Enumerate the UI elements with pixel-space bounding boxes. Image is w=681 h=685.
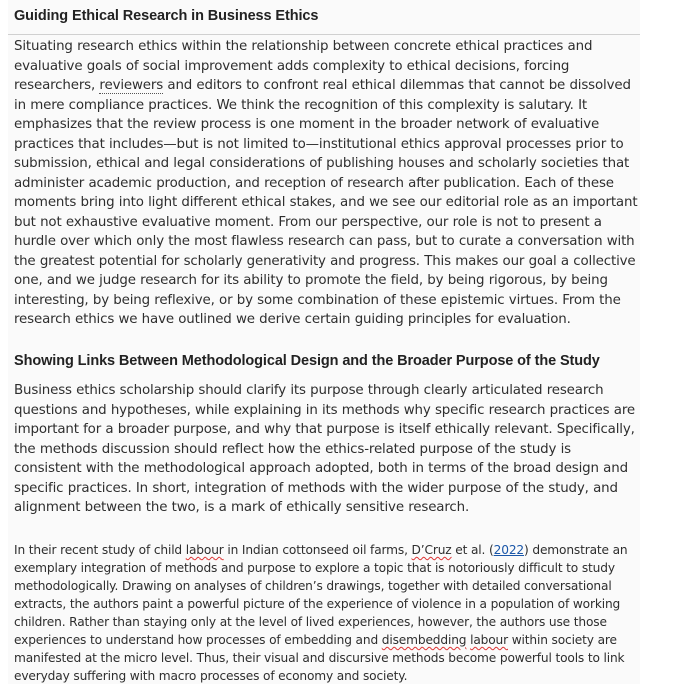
paragraph-text: Situating research ethics within the relationship between concrete ethical practices and evaluative goals of social improvement adds complexity to ethical decisions, forcing researchers, bbox=[14, 39, 593, 93]
paragraph-child-labour-study bbox=[14, 541, 639, 685]
spellcheck-word-labour[interactable]: labour bbox=[185, 543, 224, 557]
paragraph-text: In their recent study of child bbox=[14, 543, 186, 557]
section-heading-methodological-design: Showing Links Between Methodological Design and the Broader Purpose of the Study bbox=[14, 353, 600, 369]
document-page bbox=[8, 0, 640, 684]
paragraph-text: within society are manifested at the micro level. Thus, their visual and discursive methods become powerful tools to link everyday suffering with macro processes of economy and society. bbox=[14, 633, 625, 683]
paragraph-guiding-ethical-research bbox=[14, 37, 639, 330]
spellcheck-word-disembedding[interactable]: disembedding bbox=[381, 633, 467, 647]
spellcheck-word-reviewers[interactable]: reviewers bbox=[99, 78, 164, 93]
section-heading-guiding-ethical-research: Guiding Ethical Research in Business Ethics bbox=[14, 8, 319, 24]
spellcheck-word-labour[interactable]: labour bbox=[470, 633, 508, 647]
heading-divider bbox=[8, 34, 640, 35]
paragraph-text: et al. ( bbox=[451, 543, 494, 557]
citation-link-2022[interactable]: 2022 bbox=[493, 543, 525, 557]
paragraph-text: and editors to confront real ethical dilemmas that cannot be dissolved in mere compliance practices. We think the recognition of this complexity is salutary. It emphasizes that the review process is one moment in the broader network of evaluative practices that includes—but is not limited to—institutional ethics approval processes prior to submission, ethical and legal considerations of publishing houses and scholarly societies that administer academic production, and reception of research after publication. Each of these moments bring into light different ethical stakes, and we see our editorial role as an important but not exhaustive evaluative moment. From our perspective, our role is not to present a hurdle over which only the most flawless research can pass, but to curate a conversation with the greatest potential for scholarly generativity and progress. This makes our goal a collective one, and we judge research for its ability to promote the field, by being rigorous, by being interesting, by being reflexive, or by some combination of these epistemic virtues. From the research ethics we have outlined we derive certain guiding principles for evaluation. bbox=[14, 78, 638, 327]
paragraph-text: ) demonstrate an exemplary integration of methods and purpose to explore a topic that is notoriously difficult to study methodologically. Drawing on analyses of children’s drawings, together with detailed conversational extracts, the authors paint a powerful picture of the experience of violence in a population of working children. Rather than staying only at the level of lived experiences, however, the authors use those experiences to understand how processes of embedding and bbox=[14, 543, 628, 647]
paragraph-methodological-design: Business ethics scholarship should clarify its purpose through clearly articulated research questions and hypotheses, while explaining in its methods why specific research practices are important for a broader purpose, and why that purpose is itself ethically relevant. Specifically, the methods discussion should reflect how the ethics-related purpose of the study is consistent with the methodological approach adopted, both in terms of the broad design and specific practices. In short, integration of methods with the wider purpose of the study, and alignment between the two, is a mark of ethically sensitive research. bbox=[14, 383, 635, 515]
spellcheck-word-author[interactable]: D’Cruz bbox=[411, 543, 452, 557]
paragraph-text: in Indian cottonseed oil farms, bbox=[223, 543, 412, 557]
